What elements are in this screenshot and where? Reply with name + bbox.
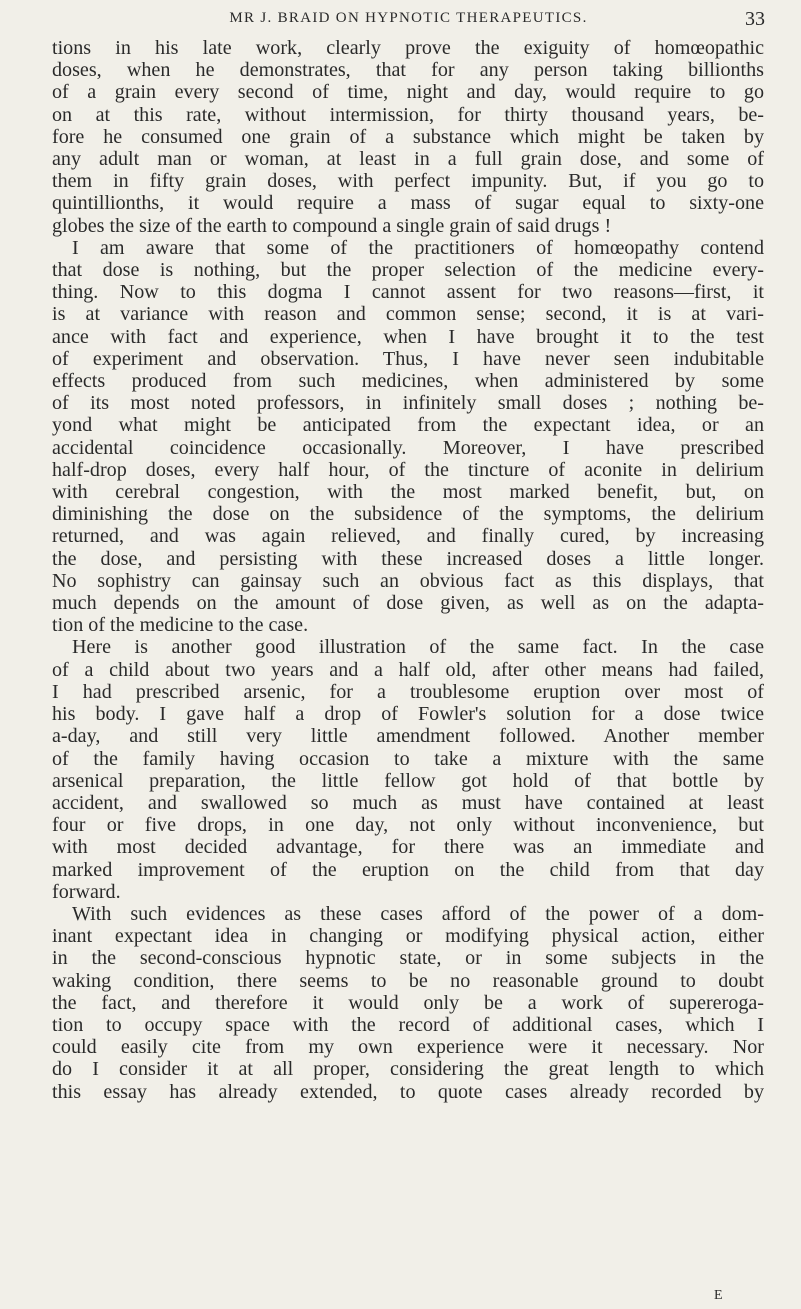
- text-line: could easily cite from my own experience were it necessary. Nor: [52, 1036, 764, 1059]
- page-number: 33: [745, 8, 765, 30]
- text-line: tion of the medicine to the case.: [52, 614, 309, 637]
- text-line: do I consider it at all proper, considering the great length to which: [52, 1058, 764, 1081]
- text-line: effects produced from such medicines, when administered by some: [52, 370, 764, 393]
- text-line: of experiment and observation. Thus, I have never seen indubitable: [52, 347, 764, 370]
- text-line: accident, and swallowed so much as must have contained at least: [52, 791, 764, 814]
- text-line: forward.: [52, 880, 121, 903]
- text-line: I had prescribed arsenic, for a troublesome eruption over most of: [52, 680, 764, 703]
- running-title: MR J. BRAID ON HYPNOTIC THERAPEUTICS.: [229, 10, 588, 26]
- text-line: in the second-conscious hypnotic state, or in some subjects in the: [52, 947, 764, 970]
- text-line: four or five drops, in one day, not only without inconvenience, but: [52, 814, 764, 837]
- text-line: any adult man or woman, at least in a full grain dose, and some of: [52, 148, 764, 171]
- text-line: the fact, and therefore it would only be a work of supereroga-: [52, 991, 764, 1014]
- text-line: much depends on the amount of dose given, as well as on the adapta-: [52, 592, 764, 615]
- text-line: a-day, and still very little amendment followed. Another member: [52, 725, 764, 748]
- text-line: marked improvement of the eruption on the child from that day: [52, 858, 764, 881]
- text-line: No sophistry can gainsay such an obvious fact as this displays, that: [52, 569, 764, 592]
- text-line: quintillionths, it would require a mass of sugar equal to sixty-one: [52, 192, 764, 215]
- text-line: with cerebral congestion, with the most marked benefit, but, on: [52, 481, 764, 504]
- text-line: is at variance with reason and common sense; second, it is at vari-: [52, 303, 764, 326]
- running-head: [52, 8, 765, 34]
- text-line: tion to occupy space with the record of additional cases, which I: [52, 1013, 764, 1036]
- text-line: half-drop doses, every half hour, of the tincture of aconite in delirium: [52, 458, 764, 481]
- text-line: that dose is nothing, but the proper selection of the medicine every-: [52, 259, 764, 282]
- text-line: globes the size of the earth to compound a single grain of said drugs !: [52, 214, 612, 237]
- text-line: the dose, and persisting with these increased doses a little longer.: [52, 547, 764, 570]
- text-line: of its most noted professors, in infinitely small doses ; nothing be-: [52, 392, 764, 415]
- text-line: waking condition, there seems to be no reasonable ground to doubt: [52, 969, 764, 992]
- text-line: of the family having occasion to take a mixture with the same: [52, 747, 764, 770]
- text-line: inant expectant idea in changing or modifying physical action, either: [52, 925, 764, 948]
- text-line: thing. Now to this dogma I cannot assent for two reasons—first, it: [52, 281, 764, 304]
- text-line: arsenical preparation, the little fellow got hold of that bottle by: [52, 769, 764, 792]
- text-line: his body. I gave half a drop of Fowler's solution for a dose twice: [52, 703, 764, 726]
- text-line: diminishing the dose on the subsidence of the symptoms, the delirium: [52, 503, 764, 526]
- text-line: Here is another good illustration of the same fact. In the case: [72, 636, 764, 659]
- text-line: accidental coincidence occasionally. Moreover, I have prescribed: [52, 436, 764, 459]
- text-line: yond what might be anticipated from the expectant idea, or an: [52, 414, 764, 437]
- text-line: doses, when he demonstrates, that for any person taking billionths: [52, 59, 764, 82]
- text-line: on at this rate, without intermission, for thirty thousand years, be-: [52, 103, 764, 126]
- text-line: ance with fact and experience, when I have brought it to the test: [52, 325, 764, 348]
- text-line: tions in his late work, clearly prove the exiguity of homœopathic: [52, 37, 764, 59]
- text-line: returned, and was again relieved, and finally cured, by increasing: [52, 525, 764, 548]
- text-line: of a child about two years and a half old, after other means had failed,: [52, 658, 764, 681]
- text-line: I am aware that some of the practitioners of homœopathy contend: [72, 236, 764, 259]
- text-line: with most decided advantage, for there was an immediate and: [52, 836, 764, 859]
- body-text: [52, 37, 764, 1103]
- text-line: them in fifty grain doses, with perfect impunity. But, if you go to: [52, 170, 764, 193]
- text-line: this essay has already extended, to quote cases already recorded by: [52, 1080, 764, 1103]
- text-line: fore he consumed one grain of a substance which might be taken by: [52, 125, 764, 148]
- text-line: With such evidences as these cases afford of the power of a dom-: [72, 902, 764, 925]
- text-line: of a grain every second of time, night and day, would require to go: [52, 81, 764, 104]
- signature-mark: E: [714, 1288, 723, 1303]
